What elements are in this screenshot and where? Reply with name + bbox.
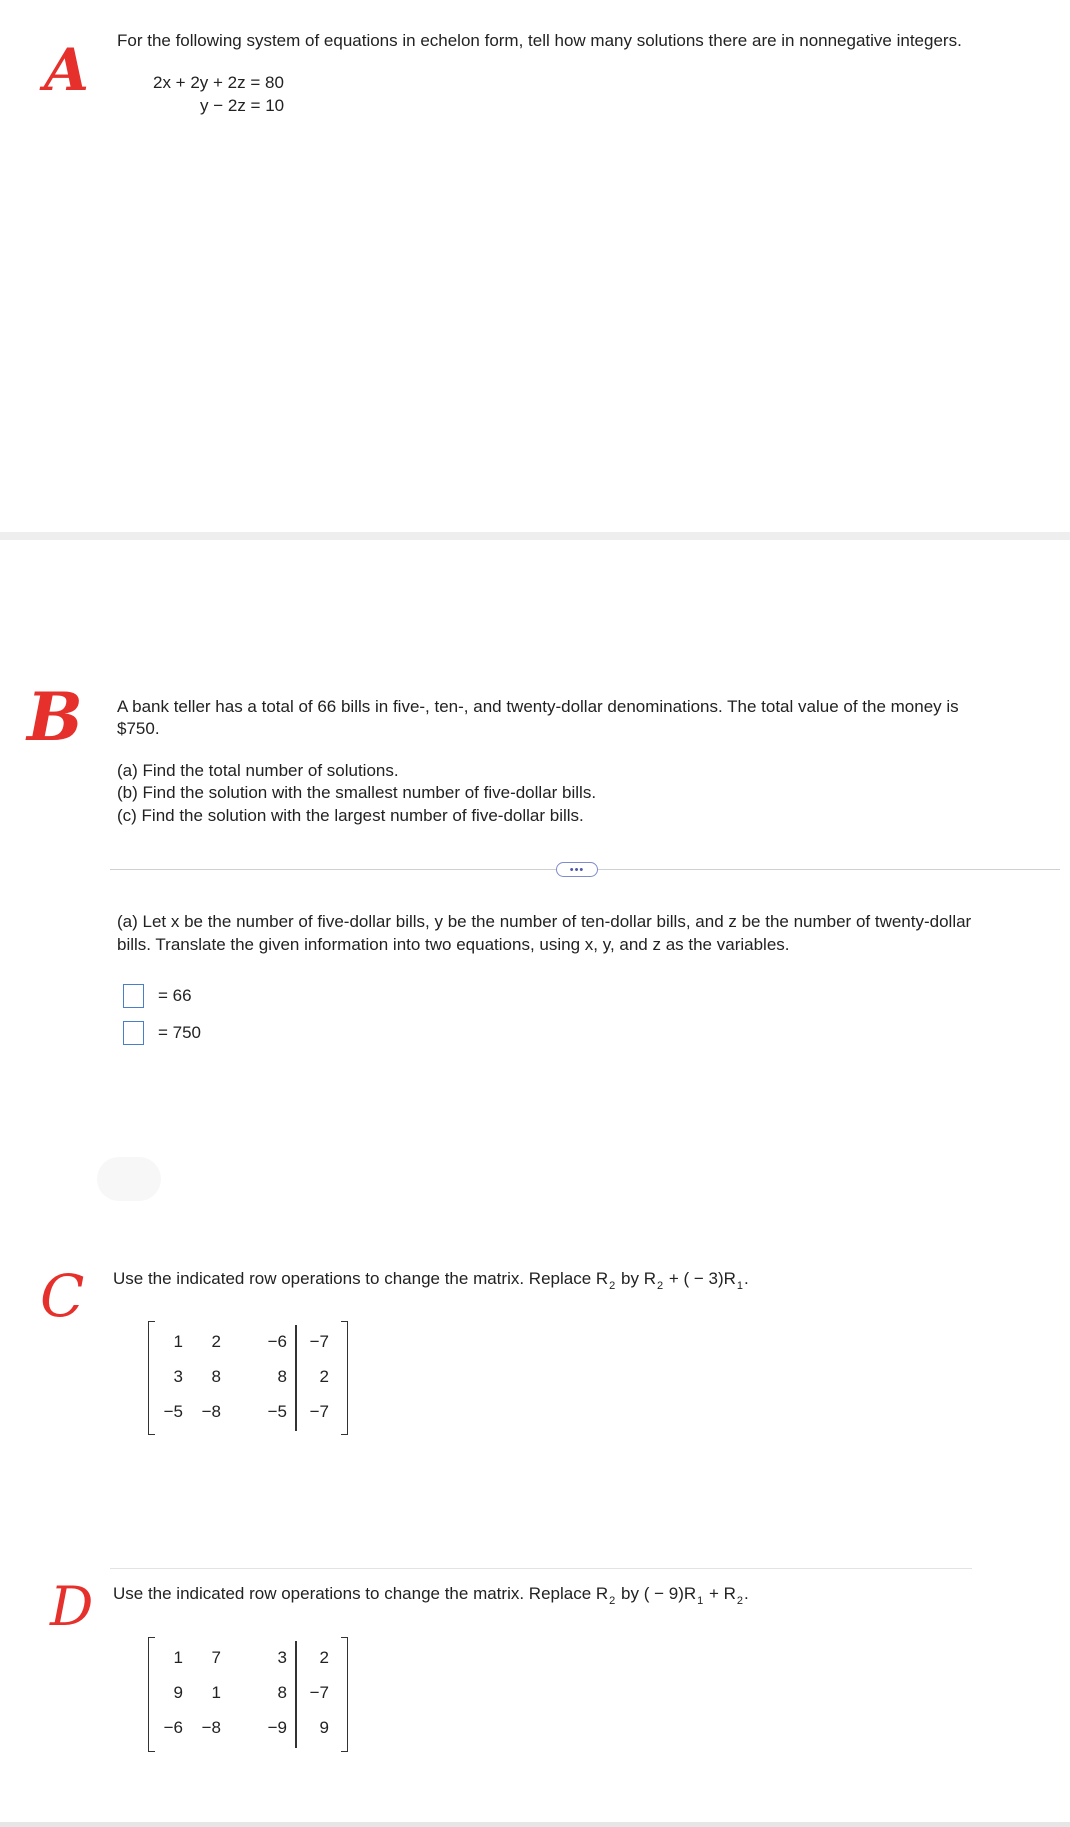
matrix-cell: −7 (309, 1332, 329, 1351)
matrix-cell: 2 (211, 1332, 221, 1351)
matrix-cell: 9 (319, 1718, 329, 1737)
equation-2: y − 2z = 10 (200, 96, 285, 115)
part-divider-right (598, 869, 1060, 870)
prompt-prefix: Use the indicated row operations to change the matrix. Replace R (113, 1584, 609, 1603)
equation-rhs-1: = 66 (158, 986, 192, 1005)
augmented-matrix-c (148, 1321, 348, 1435)
handwritten-label-d: D (50, 1575, 94, 1638)
prompt-text: + ( − 3)R (664, 1269, 736, 1288)
right-bracket (341, 1637, 348, 1752)
matrix-cell: 1 (211, 1683, 221, 1702)
section-divider (0, 532, 1070, 540)
matrix-cell: −9 (267, 1718, 287, 1737)
problem-c-prompt (113, 1268, 749, 1292)
matrix-cell: −7 (309, 1683, 329, 1702)
prompt-prefix: Use the indicated row operations to change the matrix. Replace R (113, 1269, 609, 1288)
augmented-matrix-d (148, 1637, 348, 1752)
subscript: 2 (609, 1280, 616, 1292)
matrix-cell: 2 (319, 1367, 329, 1386)
matrix-cell: 3 (173, 1367, 183, 1386)
handwritten-label-b: B (27, 678, 83, 756)
matrix-cell: 9 (173, 1683, 183, 1702)
matrix-cell: −5 (163, 1402, 183, 1421)
matrix-cell: −6 (163, 1718, 183, 1737)
matrix-cell: 3 (277, 1648, 287, 1667)
problem-b-part-a: (a) Find the total number of solutions. (117, 761, 399, 780)
prompt-text: . (744, 1584, 749, 1603)
faded-shape (97, 1157, 161, 1201)
subscript: 2 (656, 1280, 664, 1292)
problem-b-part-c: (c) Find the solution with the largest number of five-dollar bills. (117, 806, 584, 825)
matrix-cell: −7 (309, 1402, 329, 1421)
bottom-band (0, 1822, 1070, 1827)
matrix-cell: 8 (277, 1683, 287, 1702)
problem-divider (110, 1568, 972, 1569)
right-bracket (341, 1321, 348, 1435)
subscript: 2 (736, 1595, 744, 1607)
equation-1: 2x + 2y + 2z = 80 (153, 73, 284, 92)
prompt-text: + R (704, 1584, 736, 1603)
equation-rhs-2: = 750 (158, 1023, 202, 1042)
prompt-text: by ( − 9)R (616, 1584, 697, 1603)
problem-b-intro-line2: $750. (117, 719, 160, 738)
prompt-text: . (744, 1269, 749, 1288)
subscript: 1 (736, 1280, 744, 1292)
matrix-cell: 2 (319, 1648, 329, 1667)
matrix-cell: 8 (277, 1367, 287, 1386)
handwritten-label-c: C (40, 1262, 85, 1330)
subscript: 1 (697, 1595, 704, 1607)
problem-a-prompt: For the following system of equations in echelon form, tell how many solutions there are in nonnegative integers. (117, 31, 962, 50)
matrix-cell: 8 (211, 1367, 221, 1386)
problem-b-subpart-line1: (a) Let x be the number of five-dollar bills, y be the number of ten-dollar bills, and z be the number of twenty-dollar (117, 912, 972, 931)
more-options-button[interactable]: ••• (556, 862, 598, 877)
problem-b-intro-line1: A bank teller has a total of 66 bills in five-, ten-, and twenty-dollar denominations. The total value of the money is (117, 697, 959, 716)
matrix-cell: −6 (267, 1332, 287, 1351)
problem-d-prompt (113, 1583, 749, 1607)
matrix-cell: −5 (267, 1402, 287, 1421)
part-divider-left (110, 869, 556, 870)
matrix-cell: 1 (173, 1332, 183, 1351)
problem-b-subpart-line2: bills. Translate the given information into two equations, using x, y, and z as the variables. (117, 935, 790, 954)
matrix-cell: −8 (201, 1402, 221, 1421)
subscript: 2 (609, 1595, 616, 1607)
prompt-text: by R (616, 1269, 656, 1288)
problem-b-part-b: (b) Find the solution with the smallest number of five-dollar bills. (117, 783, 597, 802)
matrix-cell: 7 (211, 1648, 221, 1667)
answer-input-1[interactable] (123, 984, 144, 1008)
answer-input-2[interactable] (123, 1021, 144, 1045)
matrix-cell: 1 (173, 1648, 183, 1667)
handwritten-label-a: A (44, 36, 90, 104)
matrix-cell: −8 (201, 1718, 221, 1737)
